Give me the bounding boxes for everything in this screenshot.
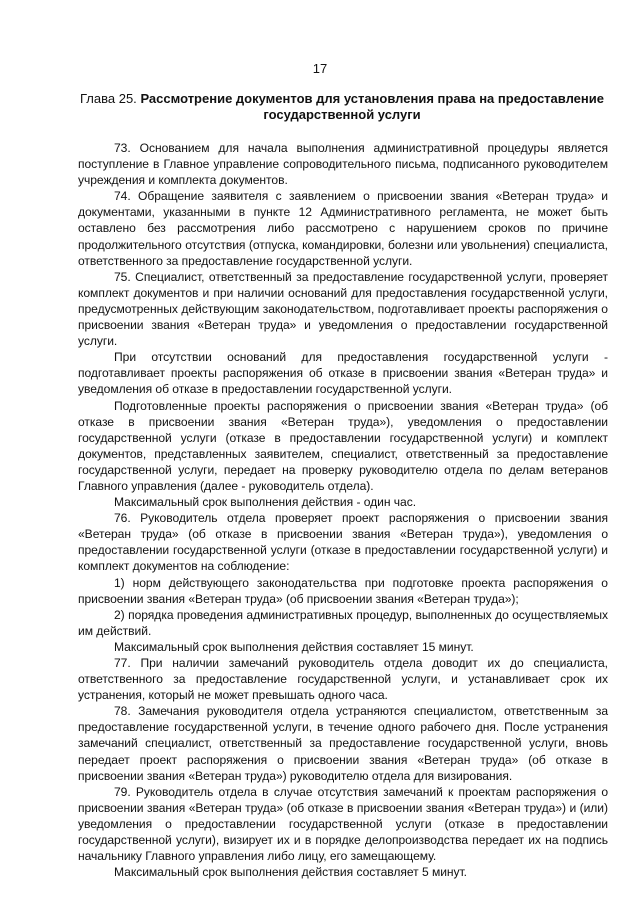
page-number: 17	[312, 61, 328, 76]
paragraph-75-max-time: Максимальный срок выполнения действия - один час.	[114, 495, 417, 510]
paragraph-75-prepared-drafts: Подготовленные проекты распоряжения о присвоении звания «Ветеран труда» (об отказе в присвоении звания «Ветеран труда»), уведомления о предоставлении государственной услуги (отказе в предоставлении государственной услуги) и комплект документов, представленных заявителем, специалист, ответственный за предоставление государственной услуги, передает на проверку руководителю отдела по делам ветеранов Главного управления (далее - руководитель отдела).	[78, 398, 608, 493]
paragraph-76: 76. Руководитель отдела проверяет проект распоряжения о присвоении звания «Ветеран труда» (об отказе в присвоении звания «Ветеран труда»), уведомления о предоставлении государственной услуги (отказе в предоставлении государственной услуги) и комплект документов на соблюдение:	[78, 511, 608, 574]
paragraph-75-no-grounds: При отсутствии оснований для предоставления государственной услуги - подготавливает проекты распоряжения об отказе в присвоении звания «Ветеран труда» и уведомления об отказе в предоставлении государственной услуги.	[78, 350, 608, 397]
paragraph-76-item-1: 1) норм действующего законодательства при подготовке проекта распоряжения о присвоении звания «Ветеран труда» (об присвоении звания «Ветеран труда»);	[78, 575, 608, 606]
document-body	[78, 140, 608, 880]
paragraph-76-max-time: Максимальный срок выполнения действия составляет 15 минут.	[114, 639, 474, 654]
chapter-title: Рассмотрение документов для установления права на предоставление государственной услуги	[140, 91, 604, 122]
paragraph-77: 77. При наличии замечаний руководитель отдела доводит их до специалиста, ответственного за предоставление государственной услуги, и устанавливает срок их устранения, который не может превышать одного часа.	[78, 656, 608, 703]
paragraph-79: 79. Руководитель отдела в случае отсутствия замечаний к проектам распоряжения о присвоении звания «Ветеран труда» (об отказе в присвоении звания «Ветеран труда») и (или) уведомления о предоставлении государственной услуги (отказе в предоставлении государственной услуги), визирует их и в порядке делопроизводства передает их на подпись начальнику Главного управления либо лицу, его замещающему.	[78, 784, 608, 864]
paragraph-73: 73. Основанием для начала выполнения административной процедуры является поступление в Главное управление сопроводительного письма, подписанного руководителем учреждения и комплекта документов.	[78, 141, 608, 188]
chapter-label: Глава 25.	[80, 91, 137, 106]
paragraph-79-max-time: Максимальный срок выполнения действия составляет 5 минут.	[114, 865, 467, 880]
chapter-heading	[78, 91, 606, 123]
paragraph-74: 74. Обращение заявителя с заявлением о присвоении звания «Ветеран труда» и документами, указанными в пункте 12 Административного регламента, не может быть оставлено без рассмотрения либо рассмотрено с нарушением сроков по причине продолжительного отсутствия (отпуска, командировки, болезни или увольнения) специалиста, ответственного за предоставление государственной услуги.	[78, 189, 608, 268]
paragraph-76-item-2: 2) порядка проведения административных процедур, выполненных до осуществляемых им действий.	[78, 607, 608, 638]
paragraph-78: 78. Замечания руководителя отдела устраняются специалистом, ответственным за предоставление государственной услуги, в течение одного рабочего дня. После устранения замечаний специалист, ответственный за предоставление государственной услуги, вновь передает проект распоряжения о присвоении звания «Ветеран труда» (об отказе в присвоении звания «Ветеран труда») руководителю отдела для визирования.	[78, 704, 608, 783]
paragraph-75: 75. Специалист, ответственный за предоставление государственной услуги, проверяет комплект документов и при наличии оснований для предоставления государственной услуги, предусмотренных действующим законодательством, подготавливает проекты распоряжения о присвоении звания «Ветеран труда» и уведомления о предоставлении государственной услуги.	[78, 269, 608, 349]
